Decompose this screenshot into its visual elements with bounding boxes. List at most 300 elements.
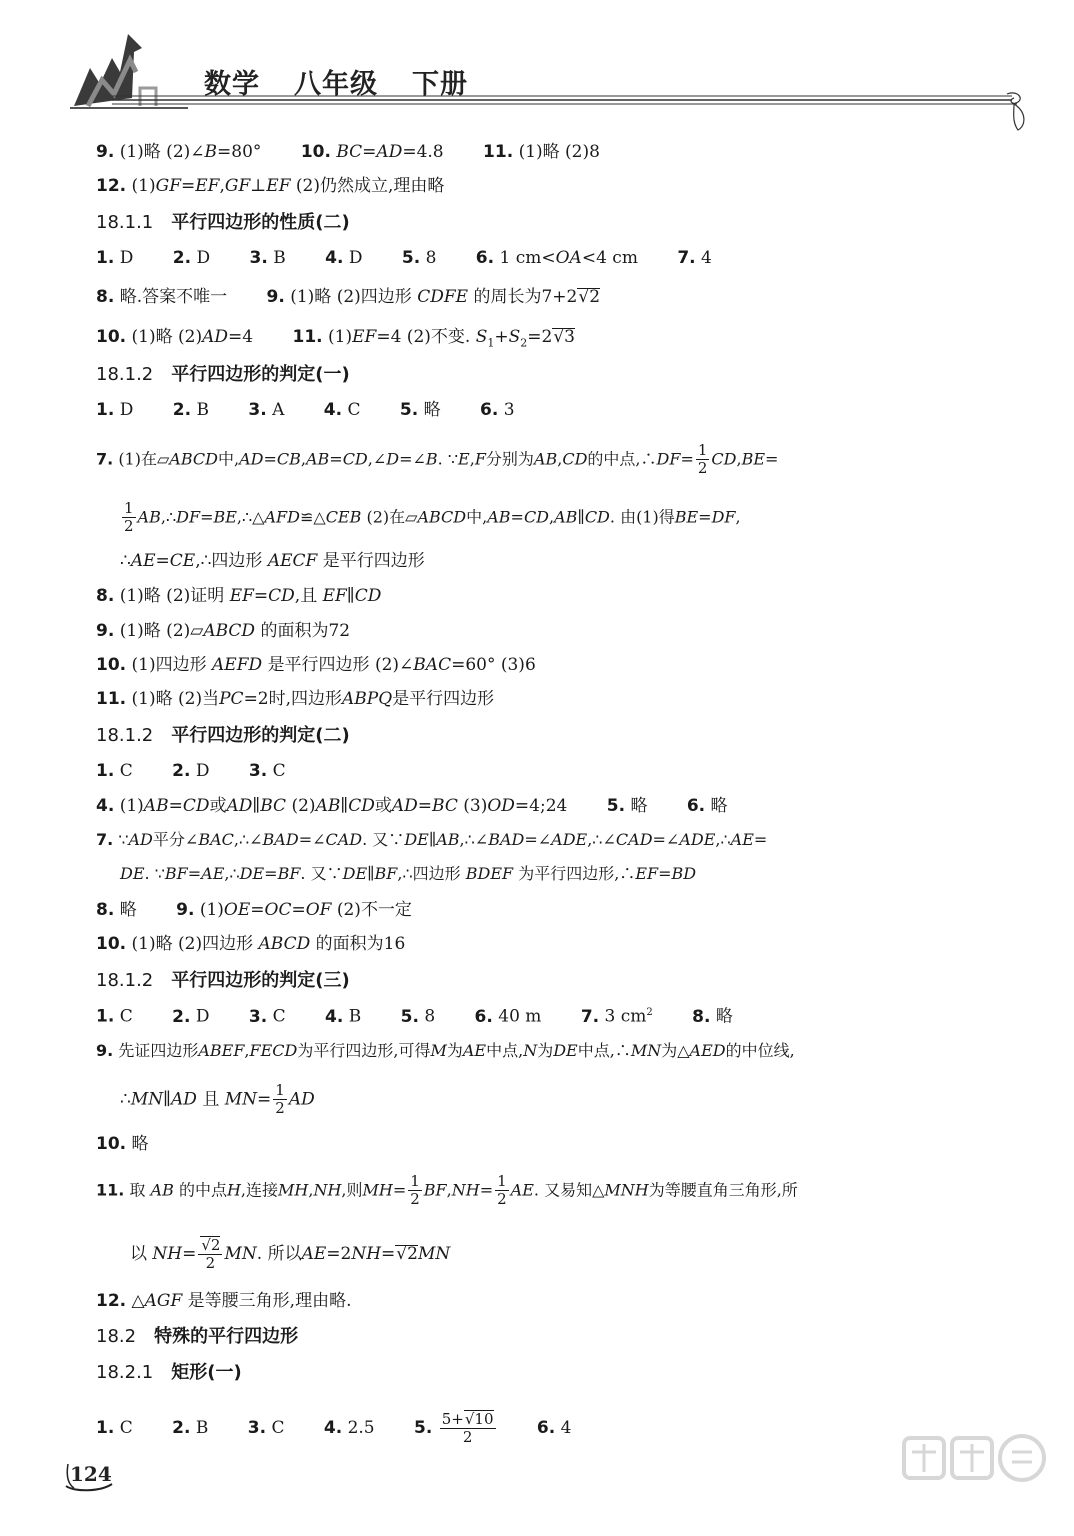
answer-text: 中点, bbox=[486, 1041, 524, 1060]
answer-text: 略.答案不唯一 bbox=[119, 287, 228, 307]
answer-text: (2)不一定 bbox=[331, 900, 412, 920]
math-var: M bbox=[430, 1041, 447, 1060]
fraction-numerator bbox=[440, 1410, 496, 1429]
section-number: 18.2 bbox=[96, 1326, 137, 1347]
answer-text: = bbox=[698, 507, 712, 527]
section-heading bbox=[96, 1328, 298, 1346]
answer-text: , bbox=[446, 1180, 452, 1200]
math-var: AEFD bbox=[212, 655, 263, 675]
question-number: 4. bbox=[325, 248, 344, 268]
answer-text: 略 bbox=[710, 796, 728, 816]
math-var: BD bbox=[671, 864, 697, 883]
math-var: AD bbox=[202, 327, 229, 347]
answer-line bbox=[120, 1082, 315, 1118]
page-number-text: 124 bbox=[70, 1462, 112, 1486]
question-number: 11. bbox=[96, 689, 127, 709]
answer-text: D bbox=[119, 400, 134, 420]
fraction bbox=[198, 1236, 222, 1273]
math-var: ABCD bbox=[203, 621, 256, 641]
math-var: BAD bbox=[262, 830, 299, 849]
answer-text: (1) bbox=[199, 900, 224, 920]
answer-text: , bbox=[469, 449, 475, 469]
math-var: OE bbox=[223, 900, 251, 920]
math-var: AD bbox=[128, 830, 153, 849]
answer-text: = bbox=[200, 507, 214, 527]
answer-text: (1)略 (2)四边形 bbox=[290, 287, 412, 307]
math-var: AED bbox=[689, 1041, 726, 1060]
answer-text: 为等腰直角三角形,所 bbox=[648, 1180, 798, 1200]
answer-line bbox=[96, 328, 575, 348]
math-var: NH bbox=[351, 1243, 382, 1264]
answer-text: = bbox=[362, 142, 377, 162]
answer-text: C bbox=[271, 1417, 285, 1438]
answer-text: , bbox=[557, 449, 563, 469]
question-number: 12. bbox=[96, 176, 127, 196]
answer-line bbox=[96, 588, 381, 605]
math-var: B bbox=[425, 449, 438, 469]
superscript: 2 bbox=[646, 1007, 653, 1018]
section-title: 平行四边形的判定(二) bbox=[171, 725, 350, 746]
answer-text: ∥ bbox=[163, 1089, 171, 1110]
answer-text: =2 bbox=[326, 1243, 352, 1264]
answer-text: 略 bbox=[423, 400, 441, 420]
answer-text: (2)仍然成立,理由略 bbox=[290, 176, 445, 196]
sqrt-expression: √ 3 bbox=[552, 328, 575, 346]
fraction-numerator bbox=[198, 1236, 222, 1255]
answer-text: C bbox=[272, 761, 286, 781]
math-var: N bbox=[523, 1041, 538, 1060]
answer-text: (3) bbox=[457, 796, 488, 816]
question-number: 9. bbox=[96, 621, 115, 641]
sqrt-expression: √ 10 bbox=[464, 1410, 494, 1428]
math-var: AECF bbox=[267, 551, 318, 571]
answer-text: =4.8 bbox=[402, 142, 444, 162]
math-var: AB bbox=[315, 796, 341, 816]
fraction bbox=[122, 500, 136, 536]
section-heading bbox=[96, 727, 350, 745]
question-number: 11. bbox=[292, 327, 323, 347]
math-var: CEB bbox=[325, 507, 362, 527]
math-var: DF bbox=[711, 507, 736, 527]
answer-text: 的中位线, bbox=[725, 1041, 795, 1060]
answer-text: 2.5 bbox=[347, 1417, 375, 1438]
math-var: AD bbox=[226, 796, 253, 816]
math-var: ADE bbox=[679, 830, 716, 849]
answer-text: 是等腰三角形,理由略. bbox=[187, 1291, 352, 1311]
math-var: OF bbox=[305, 900, 332, 920]
answer-text: =80° bbox=[217, 142, 262, 162]
math-var: AB bbox=[137, 507, 161, 527]
answer-text: =∠ bbox=[399, 449, 426, 469]
answer-line bbox=[130, 1236, 450, 1273]
math-var: AE bbox=[730, 830, 754, 849]
section-number: 18.2.1 bbox=[96, 1362, 154, 1383]
math-var: AE bbox=[130, 551, 156, 571]
answer-text: 8 bbox=[425, 248, 437, 268]
answer-line bbox=[96, 250, 712, 267]
math-var: S bbox=[508, 327, 521, 347]
math-var: BF bbox=[374, 864, 398, 883]
math-var: BE bbox=[741, 449, 766, 469]
answer-text: 取 bbox=[129, 1180, 146, 1200]
math-var: CE bbox=[169, 551, 196, 571]
answer-text: D bbox=[196, 248, 211, 268]
answer-text: , bbox=[549, 507, 555, 527]
answer-text: . 又易知△ bbox=[533, 1180, 605, 1200]
answer-text: = bbox=[329, 449, 343, 469]
answer-line bbox=[96, 798, 728, 815]
fraction-denominator: 2 bbox=[205, 1254, 216, 1273]
answer-text: (1)略 (2)∠ bbox=[119, 142, 205, 162]
question-number: 1. bbox=[96, 1006, 115, 1027]
answer-text: ∥ bbox=[577, 507, 585, 527]
answer-text: 的周长为7+2 bbox=[473, 287, 578, 307]
math-var: AD bbox=[239, 449, 264, 469]
question-number: 7. bbox=[580, 1006, 600, 1027]
math-var: EF bbox=[322, 586, 347, 606]
math-var: CD bbox=[711, 449, 737, 469]
answer-text: = bbox=[155, 551, 170, 571]
answer-text: (2) bbox=[286, 796, 316, 816]
answer-text: 先证四边形 bbox=[118, 1041, 199, 1060]
math-var: BC bbox=[336, 142, 363, 162]
answer-text: (1) bbox=[131, 176, 156, 196]
answer-text: = bbox=[263, 449, 277, 469]
answer-line bbox=[96, 1410, 571, 1447]
answer-text: 为 bbox=[446, 1041, 463, 1060]
answer-text: 40 m bbox=[498, 1006, 542, 1027]
math-var: ABCD bbox=[258, 934, 311, 954]
question-number: 10. bbox=[96, 655, 127, 675]
math-var: BF bbox=[423, 1180, 447, 1200]
answer-text: D bbox=[348, 248, 363, 268]
answer-text: B bbox=[196, 400, 209, 420]
math-var: ABEF bbox=[198, 1041, 245, 1060]
question-number: 6. bbox=[474, 1006, 493, 1027]
answer-text: =∠ bbox=[524, 830, 552, 849]
math-var: CD bbox=[562, 449, 588, 469]
math-var: CDFE bbox=[417, 287, 469, 307]
math-var: OD bbox=[487, 796, 515, 816]
math-var: MN bbox=[417, 1243, 451, 1264]
answer-text: (1)略 (2)证明 bbox=[119, 586, 225, 606]
math-var: BE bbox=[213, 507, 237, 527]
answer-text: 是平行四边形 (2)∠ bbox=[267, 655, 414, 675]
answer-text: B bbox=[195, 1417, 209, 1438]
math-var: CD bbox=[268, 586, 295, 606]
section-heading bbox=[96, 1364, 242, 1382]
question-number: 7. bbox=[677, 248, 696, 268]
answer-text: , bbox=[736, 449, 742, 469]
answer-text: 略 bbox=[715, 1006, 733, 1027]
answer-text: 是平行四边形 bbox=[392, 689, 495, 709]
answer-text: 5+ bbox=[441, 1410, 464, 1428]
question-number: 10. bbox=[96, 327, 127, 347]
math-var: MN bbox=[630, 1041, 662, 1060]
question-number: 9. bbox=[266, 287, 285, 307]
fraction-denominator: 2 bbox=[497, 1190, 507, 1209]
answer-text: 为平行四边形,可得 bbox=[297, 1041, 431, 1060]
question-number: 7. bbox=[96, 449, 114, 469]
question-number: 5. bbox=[401, 248, 421, 268]
answer-text: C bbox=[119, 761, 133, 781]
question-number: 3. bbox=[248, 761, 268, 781]
answer-text: + bbox=[494, 327, 509, 347]
answer-text: =2时,四边形 bbox=[243, 689, 343, 709]
answer-text: ,∴ bbox=[224, 864, 240, 883]
math-var: B bbox=[204, 142, 218, 162]
math-var: MH bbox=[362, 1180, 393, 1200]
math-var: H bbox=[226, 1180, 241, 1200]
answer-text: 的面积为16 bbox=[315, 934, 406, 954]
answer-text: 或 bbox=[209, 796, 227, 816]
answer-text: . 所以 bbox=[256, 1243, 302, 1264]
answer-text: = bbox=[753, 830, 768, 849]
math-var: EF bbox=[266, 176, 291, 196]
question-number: 5. bbox=[414, 1417, 433, 1438]
answer-text: 略 bbox=[630, 796, 648, 816]
math-var: PC bbox=[219, 689, 244, 709]
section-heading bbox=[96, 972, 350, 990]
answer-text: (1)略 (2)当 bbox=[131, 689, 220, 709]
math-var: BAD bbox=[488, 830, 525, 849]
question-number: 8. bbox=[96, 586, 115, 606]
answer-text: 1 cm< bbox=[499, 248, 556, 268]
math-var: MN bbox=[224, 1089, 258, 1110]
math-var: DF bbox=[656, 449, 681, 469]
answer-text: (1)四边形 bbox=[131, 655, 207, 675]
volume-label: 下册 bbox=[412, 69, 468, 100]
answer-text: = bbox=[392, 1180, 407, 1200]
math-var: BAC bbox=[413, 655, 452, 675]
answer-text: =4 (2)不变. bbox=[376, 327, 471, 347]
answer-text: =4 bbox=[228, 327, 254, 347]
math-var: GF bbox=[155, 176, 182, 196]
answer-text: ∵ bbox=[118, 830, 129, 849]
answer-text: (1) bbox=[328, 327, 353, 347]
answer-line bbox=[96, 832, 767, 848]
answer-text: =∠ bbox=[298, 830, 326, 849]
answer-text: 中, bbox=[217, 449, 240, 469]
question-number: 1. bbox=[96, 400, 115, 420]
question-number: 12. bbox=[96, 1291, 127, 1311]
answer-text: 略 bbox=[131, 1134, 149, 1154]
answer-line bbox=[96, 442, 778, 478]
question-number: 5. bbox=[399, 400, 419, 420]
answer-text: C bbox=[119, 1006, 133, 1027]
fraction bbox=[440, 1410, 496, 1447]
math-var: ABPQ bbox=[342, 689, 393, 709]
answer-text: . ∵ bbox=[437, 449, 459, 469]
answer-text: = bbox=[658, 864, 672, 883]
answer-line bbox=[96, 936, 405, 953]
math-var: ABCD bbox=[169, 449, 218, 469]
answer-text: ,连接 bbox=[240, 1180, 279, 1200]
math-var: AB bbox=[436, 830, 460, 849]
question-number: 1. bbox=[96, 1417, 115, 1438]
section-title: 矩形(一) bbox=[171, 1362, 242, 1383]
answer-text: =60° (3)6 bbox=[451, 655, 536, 675]
section-number: 18.1.2 bbox=[96, 364, 154, 385]
math-var: CD bbox=[584, 507, 610, 527]
answer-text: C bbox=[347, 400, 361, 420]
answer-text: D bbox=[195, 1006, 210, 1027]
answer-text: ,∴△ bbox=[236, 507, 265, 527]
answer-line bbox=[96, 657, 536, 674]
math-var: BF bbox=[277, 864, 301, 883]
page-number bbox=[64, 1456, 114, 1492]
subject-label: 数学 bbox=[204, 69, 260, 100]
math-var: CAD bbox=[615, 830, 653, 849]
question-number: 3. bbox=[248, 1006, 268, 1027]
math-var: EF bbox=[195, 176, 220, 196]
answer-text: , bbox=[308, 1180, 314, 1200]
math-var: AB bbox=[554, 507, 578, 527]
grade-label: 八年级 bbox=[294, 69, 378, 100]
answer-line bbox=[96, 691, 494, 708]
section-title: 平行四边形的判定(三) bbox=[171, 970, 350, 991]
answer-text: ,∴∠ bbox=[459, 830, 489, 849]
answer-text: 是平行四边形 bbox=[322, 551, 425, 571]
question-number: 9. bbox=[96, 142, 115, 162]
math-var: EF bbox=[635, 864, 659, 883]
question-number: 3. bbox=[247, 1417, 267, 1438]
answer-text: ,∠ bbox=[367, 449, 387, 469]
answer-text: . 又∵ bbox=[362, 830, 405, 849]
answer-text: , bbox=[300, 449, 306, 469]
answer-line bbox=[96, 1008, 733, 1026]
answer-text: (2)在▱ bbox=[361, 507, 418, 527]
fraction bbox=[273, 1082, 287, 1118]
answer-text: 4 bbox=[560, 1417, 572, 1438]
answer-line bbox=[96, 144, 600, 161]
math-var: DE bbox=[239, 864, 265, 883]
math-var: MN bbox=[130, 1089, 164, 1110]
answer-text: 或 bbox=[374, 796, 392, 816]
question-number: 4. bbox=[323, 400, 343, 420]
question-number: 6. bbox=[479, 400, 499, 420]
fraction-denominator: 2 bbox=[697, 459, 708, 478]
math-var: AD bbox=[288, 1089, 315, 1110]
question-number: 3. bbox=[249, 248, 268, 268]
answer-text: = bbox=[187, 864, 202, 883]
question-number: 2. bbox=[172, 1417, 191, 1438]
subscript: 2 bbox=[520, 336, 528, 350]
question-number: 6. bbox=[686, 796, 706, 816]
math-var: DF bbox=[176, 507, 201, 527]
answer-text: 为△ bbox=[661, 1041, 690, 1060]
answer-text: B bbox=[348, 1006, 362, 1027]
answer-text: , bbox=[244, 1041, 250, 1060]
math-var: AFD bbox=[264, 507, 300, 527]
math-var: D bbox=[386, 449, 400, 469]
answer-text: D bbox=[195, 761, 210, 781]
question-number: 3. bbox=[248, 400, 267, 420]
answer-text: ⊥ bbox=[250, 176, 267, 196]
math-var: MN bbox=[224, 1243, 257, 1264]
answer-text: C bbox=[119, 1417, 133, 1438]
answer-text: ,∴四边形 bbox=[397, 864, 461, 883]
answer-line bbox=[120, 866, 696, 882]
math-var: AD bbox=[170, 1089, 197, 1110]
math-var: BF bbox=[164, 864, 188, 883]
fraction-denominator: 2 bbox=[275, 1099, 285, 1118]
math-var: MNH bbox=[604, 1180, 649, 1200]
fraction-numerator: 1 bbox=[410, 1172, 420, 1190]
fraction-denominator: 2 bbox=[410, 1190, 420, 1209]
answer-text: ∥ bbox=[340, 796, 349, 816]
answer-text: 为 bbox=[537, 1041, 554, 1060]
answer-text: . 由(1)得 bbox=[609, 507, 675, 527]
answer-line bbox=[96, 902, 412, 919]
answer-text: = bbox=[680, 449, 694, 469]
section-title: 特殊的平行四边形 bbox=[154, 1326, 299, 1347]
answer-line bbox=[96, 178, 444, 195]
math-var: OA bbox=[555, 248, 582, 268]
answer-text: 中, bbox=[466, 507, 488, 527]
math-var: MH bbox=[278, 1180, 309, 1200]
answer-text: ∥ bbox=[252, 796, 261, 816]
answer-line bbox=[96, 1173, 798, 1209]
question-number: 4. bbox=[325, 1006, 344, 1027]
fraction-denominator: 2 bbox=[462, 1428, 473, 1447]
answer-text: = bbox=[250, 900, 265, 920]
answer-line bbox=[96, 763, 286, 780]
fraction-denominator: 2 bbox=[124, 517, 134, 536]
answer-line bbox=[120, 500, 741, 536]
answer-text: (1)略 (2) bbox=[131, 327, 203, 347]
answer-text: ∥ bbox=[367, 864, 375, 883]
answer-line bbox=[120, 553, 425, 570]
answer-text: = bbox=[257, 1089, 272, 1110]
section-heading bbox=[96, 366, 350, 384]
answer-text: . ∵ bbox=[144, 864, 165, 883]
answer-text: 中点,∴ bbox=[577, 1041, 631, 1060]
answer-text: = bbox=[181, 176, 196, 196]
sqrt-expression: √ 2 bbox=[395, 1245, 418, 1263]
question-number: 8. bbox=[96, 900, 115, 920]
answer-text: (1) bbox=[119, 796, 144, 816]
answer-text: 分别为 bbox=[485, 449, 534, 469]
question-number: 6. bbox=[475, 248, 495, 268]
answer-text: 3 bbox=[503, 400, 515, 420]
answer-text: (1)在▱ bbox=[118, 449, 170, 469]
math-var: AB bbox=[487, 507, 511, 527]
answer-line bbox=[96, 288, 600, 306]
section-heading bbox=[96, 214, 350, 232]
question-number: 10. bbox=[96, 1134, 127, 1154]
answer-text: 以 bbox=[130, 1243, 147, 1264]
answer-text: , bbox=[735, 507, 741, 527]
answer-text: 平分∠ bbox=[152, 830, 199, 849]
section-title: 平行四边形的判定(一) bbox=[171, 364, 350, 385]
answer-text: = bbox=[291, 900, 306, 920]
question-number: 4. bbox=[96, 796, 115, 816]
answer-text: =2 bbox=[527, 327, 553, 347]
answer-text: 的面积为72 bbox=[260, 621, 351, 641]
math-var: CD bbox=[523, 507, 550, 527]
answer-text: (1)略 (2)8 bbox=[518, 142, 600, 162]
math-var: OC bbox=[264, 900, 292, 920]
answer-text: = bbox=[510, 507, 524, 527]
header-rule-ornament-icon bbox=[112, 92, 1032, 132]
section-number: 18.1.1 bbox=[96, 212, 154, 233]
math-var: BC bbox=[260, 796, 287, 816]
question-number: 5. bbox=[606, 796, 626, 816]
question-number: 7. bbox=[96, 830, 114, 849]
answer-text: D bbox=[119, 248, 134, 268]
math-var: AGF bbox=[144, 1291, 183, 1311]
